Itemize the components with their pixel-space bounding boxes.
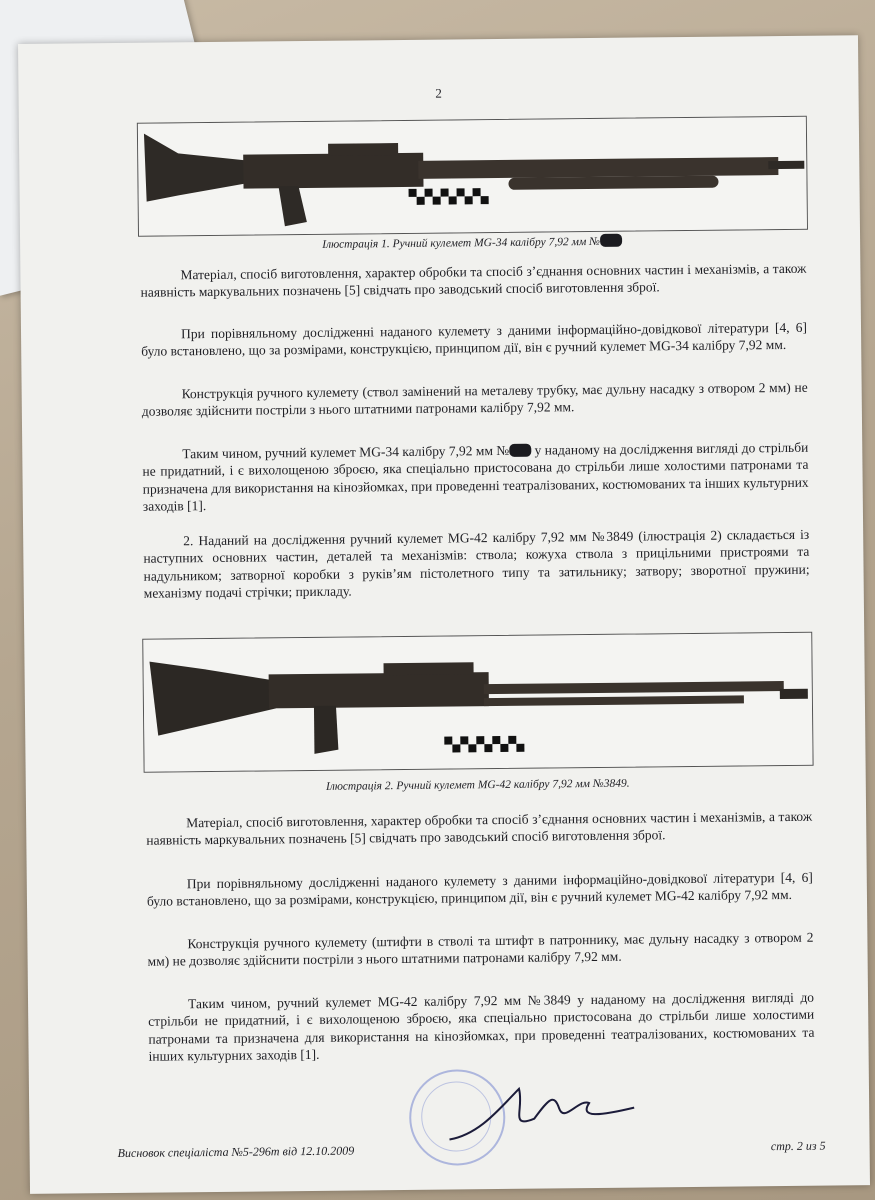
footer-document-reference: Висновок спеціаліста №5-296т від 12.10.2009 [117, 1143, 355, 1161]
paragraph-2: При порівняльному дослідженні наданого кулемету з даними інформаційно-довідкової літератури [4, 6] було встановлено, що за розмірами, конструкцією, принципом дії, він є ручний кулемет MG-34 калібру 7,92 мм. [141, 319, 808, 360]
mg42-photo-illustration [143, 633, 812, 772]
figure-1-caption: Ілюстрація 1. Ручний кулемет MG-34 калібру 7,92 мм № [138, 232, 806, 253]
figure-2-caption: Ілюстрація 2. Ручний кулемет MG-42 калібру 7,92 мм №3849. [325, 777, 630, 793]
redaction-mark [509, 444, 531, 457]
page-number: 2 [435, 85, 442, 101]
paragraph-6: Конструкція ручного кулемету (штифти в стволі та штифт в патроннику, має дульну насадку з отвором 2 мм) не дозволяє здійснити постріли з нього штатними патронами калібру 7,92 мм. [147, 929, 814, 969]
paragraph-5: При порівняльному дослідженні наданого кулемету з даними інформаційно-довідкової літератури [4, 6] було встановлено, що за розмірами, конструкцією, принципом дії, він є ручний кулемет MG-42 калібру 7,92 мм. [146, 869, 813, 909]
redaction-mark [600, 234, 622, 247]
footer-page-count: стр. 2 из 5 [770, 1138, 826, 1154]
paragraph-3: Конструкція ручного кулемету (ствол замінений на металеву трубку, має дульну насадку з отвором 2 мм) не дозволяє здійснити постріли з нього штатними патронами калібру 7,92 мм. [141, 379, 808, 420]
conclusion-mg42: Таким чином, ручний кулемет MG-42 калібру 7,92 мм №3849 у наданому на дослідження вигляді до стрільби не придатний, і є вихолощеною зброєю, яка спеціально пристосована до стрільби лише холостими патронами та призначена для використання на кінозйомках, при проведенні театралізованих, костюмованих та інших культурних заходів [1]. [148, 989, 815, 1064]
handwritten-signature [439, 1078, 640, 1150]
figure-2-photo [142, 632, 813, 773]
paragraph-4: Матеріал, спосіб виготовлення, характер обробки та спосіб з’єднання основних частин і механізмів, а також наявність маркувальних позначень [5] свідчать про заводський спосіб виготовлення зброї. [146, 808, 813, 848]
item-2-description: 2. Наданий на дослідження ручний кулемет MG-42 калібру 7,92 мм №3849 (ілюстрація 2) складається із наступних основних частин, деталей та механізмів: ствола; кожуха ствола з прицільними пристроями та надульником; затворної коробки з руків’ям пістолетного типу та затильнику; затвору; зворотної пружини; механізму подачі стрічки; прикладу. [143, 526, 810, 601]
conclusion-mg34: Таким чином, ручний кулемет MG-34 калібру 7,92 мм № у наданому на дослідження вигляді до стрільби не придатний, і є вихолощеною зброєю, яка спеціально пристосована до стрільби лише холостими патронами та призначена для використання на кінозйомках, при проведенні театралізованих, костюмованих та інших культурних заходів [1]. [142, 439, 809, 514]
mg34-photo-illustration [138, 117, 807, 236]
paragraph-1: Матеріал, спосіб виготовлення, характер обробки та спосіб з’єднання основних частин і механізмів, а також наявність маркувальних позначень [5] свідчать про заводський спосіб виготовлення зброї. [140, 260, 807, 301]
document-page [18, 35, 870, 1194]
figure-1-photo [137, 116, 808, 237]
